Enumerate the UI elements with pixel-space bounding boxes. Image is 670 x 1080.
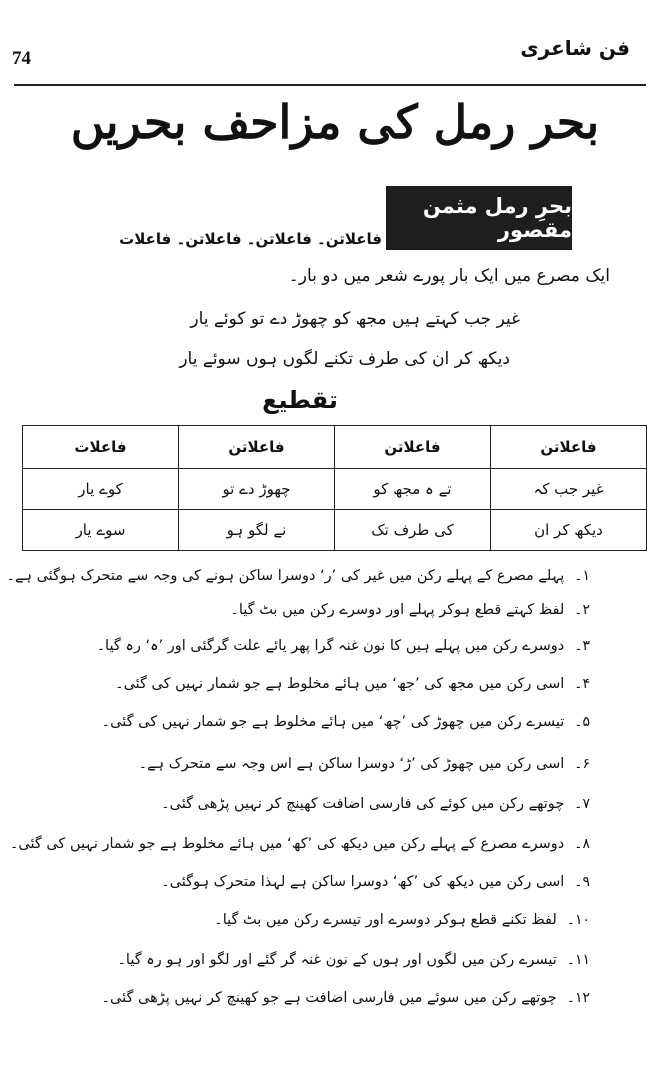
- note-item: [50, 638, 590, 654]
- note-item: [50, 990, 590, 1006]
- table-cell: سوے یار: [23, 510, 179, 551]
- note-text: دوسرے مصرع کے پہلے رکن میں دیکھ کی ’کھ‘ میں ہائے مخلوط ہے جو شمار نہیں کی گئی۔: [9, 836, 565, 852]
- note-item: [50, 676, 590, 692]
- chapter-heading: بحر رمل کی مزاحف بحریں: [70, 95, 600, 149]
- note-item: [50, 874, 590, 890]
- table-cell: دیکھ کر ان: [491, 510, 647, 551]
- note-item: [50, 602, 590, 618]
- table-cell: کی طرف تک: [335, 510, 491, 551]
- note-text: اسی رکن میں دیکھ کی ’کھ‘ دوسرا ساکن ہے لہذا متحرک ہوگئی۔: [161, 874, 565, 890]
- meter-name: بحرِ رمل مثمن مقصور: [422, 194, 572, 242]
- note-number: ۳۔: [574, 638, 590, 654]
- table-cell: کوے یار: [23, 469, 179, 510]
- note-text: لفظ تکنے قطع ہوکر دوسرے اور تیسرے رکن میں بٹ گیا۔: [214, 912, 557, 928]
- note-text: تیسرے رکن میں لگوں اور ہوں کے نون غنہ گر گئے اور لگو اور ہو رہ گیا۔: [117, 952, 557, 968]
- couplet-line-2: دیکھ کر ان کی طرف تکنے لگوں ہوں سوئے یار: [179, 349, 510, 369]
- note-number: ۵۔: [574, 714, 590, 730]
- table-header-row: [23, 426, 647, 469]
- note-item: [50, 756, 590, 772]
- note-item: [6, 568, 590, 584]
- table-header-cell: فاعلاتن: [491, 426, 647, 469]
- page-number: 74: [12, 48, 31, 69]
- note-number: ۹۔: [574, 874, 590, 890]
- note-number: ۸۔: [574, 836, 590, 852]
- note-text: دوسرے رکن میں پہلے ہیں کا نون غنہ گرا پھر یائے علت گرگئی اور ’ہ‘ رہ گیا۔: [96, 638, 565, 654]
- note-number: ۲۔: [574, 602, 590, 618]
- table-header-cell: فاعلاتن: [335, 426, 491, 469]
- note-number: ۱۔: [574, 568, 590, 584]
- note-text: اسی رکن میں مجھ کی ’جھ‘ میں ہائے مخلوط ہے جو شمار نہیں کی گئی۔: [115, 676, 565, 692]
- note-text: اسی رکن میں چھوڑ کی ’ڑ‘ دوسرا ساکن ہے اس وجہ سے متحرک ہے۔: [138, 756, 565, 772]
- note-text: چوتھے رکن میں سوئے میں فارسی اضافت ہے جو کھینچ کر نہیں پڑھی گئی۔: [101, 990, 557, 1006]
- scansion-heading: تقطیع: [262, 386, 338, 414]
- table-header-cell: فاعلات: [23, 426, 179, 469]
- table-cell: چھوڑ دے تو: [179, 469, 335, 510]
- table-cell: تے ہ مجھ کو: [335, 469, 491, 510]
- table-row: [23, 469, 647, 510]
- note-item: [50, 796, 590, 812]
- note-item: [50, 912, 590, 928]
- table-header-cell: فاعلاتن: [179, 426, 335, 469]
- note-number: ۶۔: [574, 756, 590, 772]
- header-rule: [14, 84, 646, 86]
- meter-name-box: [386, 186, 572, 250]
- note-item: [50, 952, 590, 968]
- note-number: ۱۲۔: [566, 990, 590, 1006]
- note-number: ۴۔: [574, 676, 590, 692]
- page-header: [0, 0, 670, 100]
- note-number: ۱۰۔: [566, 912, 590, 928]
- note-item: [50, 714, 590, 730]
- table-row: [23, 510, 647, 551]
- meter-pattern: فاعلاتن۔ فاعلاتن۔ فاعلاتن۔ فاعلات: [119, 230, 382, 248]
- note-text: تیسرے رکن میں چھوڑ کی ’چھ‘ میں ہائے مخلوط ہے جو شمار نہیں کی گئی۔: [101, 714, 565, 730]
- note-text: چوتھے رکن میں کوئے کی فارسی اضافت کھینچ کر نہیں پڑھی گئی۔: [161, 796, 565, 812]
- table-cell: غیر جب کہ: [491, 469, 647, 510]
- note-item: [9, 836, 590, 852]
- intro-line: ایک مصرع میں ایک بار پورے شعر میں دو بار۔: [288, 266, 610, 286]
- scansion-table: [22, 425, 647, 551]
- note-text: لفظ کہتے قطع ہوکر پہلے اور دوسرے رکن میں بٹ گیا۔: [230, 602, 565, 618]
- book-title: فن شاعری: [520, 36, 630, 60]
- note-text: پہلے مصرع کے پہلے رکن میں غیر کی ’ر‘ دوسرا ساکن ہونے کی وجہ سے متحرک ہوگئی ہے۔: [6, 568, 565, 584]
- note-number: ۱۱۔: [566, 952, 590, 968]
- couplet-line-1: غیر جب کہتے ہیں مجھ کو چھوڑ دے تو کوئے یار: [190, 309, 520, 329]
- note-number: ۷۔: [574, 796, 590, 812]
- table-cell: نے لگو ہو: [179, 510, 335, 551]
